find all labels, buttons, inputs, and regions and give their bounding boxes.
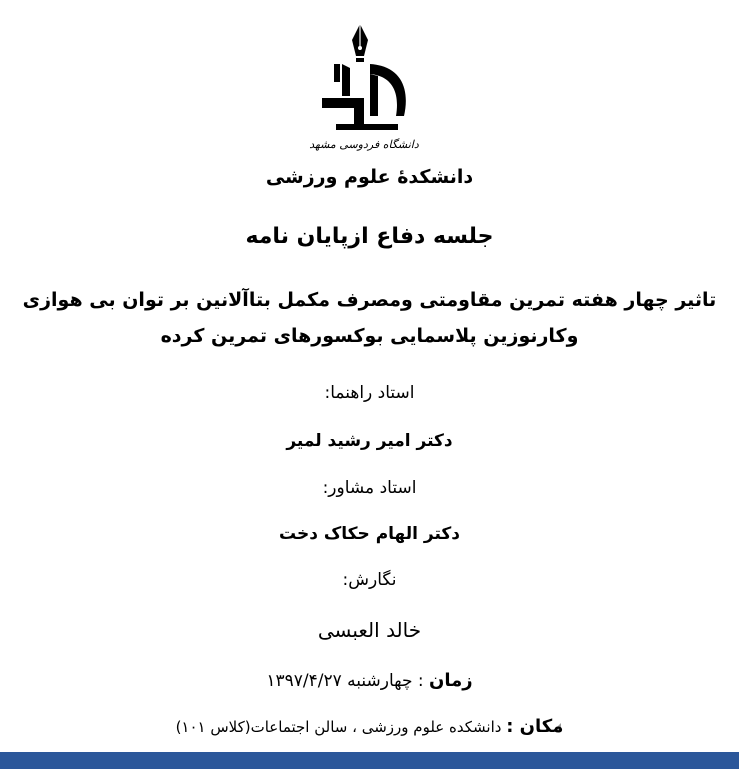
- advisor-label: استاد مشاور:: [322, 478, 417, 498]
- time-label: زمان: [429, 670, 473, 691]
- supervisor-label: استاد راهنما:: [324, 383, 415, 403]
- author-label: نگارش:: [342, 570, 397, 590]
- pen-nib-icon: [352, 24, 368, 62]
- place-value: دانشکده علوم ورزشی ، سالن اجتماعات(کلاس ۱۰۱): [175, 718, 507, 736]
- defense-place: [0, 716, 739, 737]
- session-title: جلسه دفاع ازپایان نامه: [245, 224, 494, 249]
- supervisor-name: دکتر امیر رشید لمیر: [286, 431, 453, 451]
- advisor-name: دکتر الهام حکاک دخت: [278, 524, 461, 544]
- logo-caption: دانشگاه فردوسی مشهد: [309, 138, 419, 151]
- time-value: : چهارشنبه ۱۳۹۷/۴/۲۷: [266, 671, 430, 691]
- author-name: خالد العبسی: [317, 618, 422, 642]
- place-label: مکان :: [506, 716, 564, 737]
- faculty-name: دانشکدهٔ علوم ورزشی: [265, 166, 474, 188]
- defense-time: [0, 670, 739, 691]
- status-bar: [0, 752, 739, 769]
- university-logo: [306, 20, 422, 160]
- arch-shape-icon: [322, 64, 406, 130]
- thesis-title: تاثیر چهار هفته تمرین مقاومتی ومصرف مکمل بتاآلانین بر توان بی هوازی وکارنوزین پلاسمایی بوکسورهای تمرین کرده: [22, 289, 717, 347]
